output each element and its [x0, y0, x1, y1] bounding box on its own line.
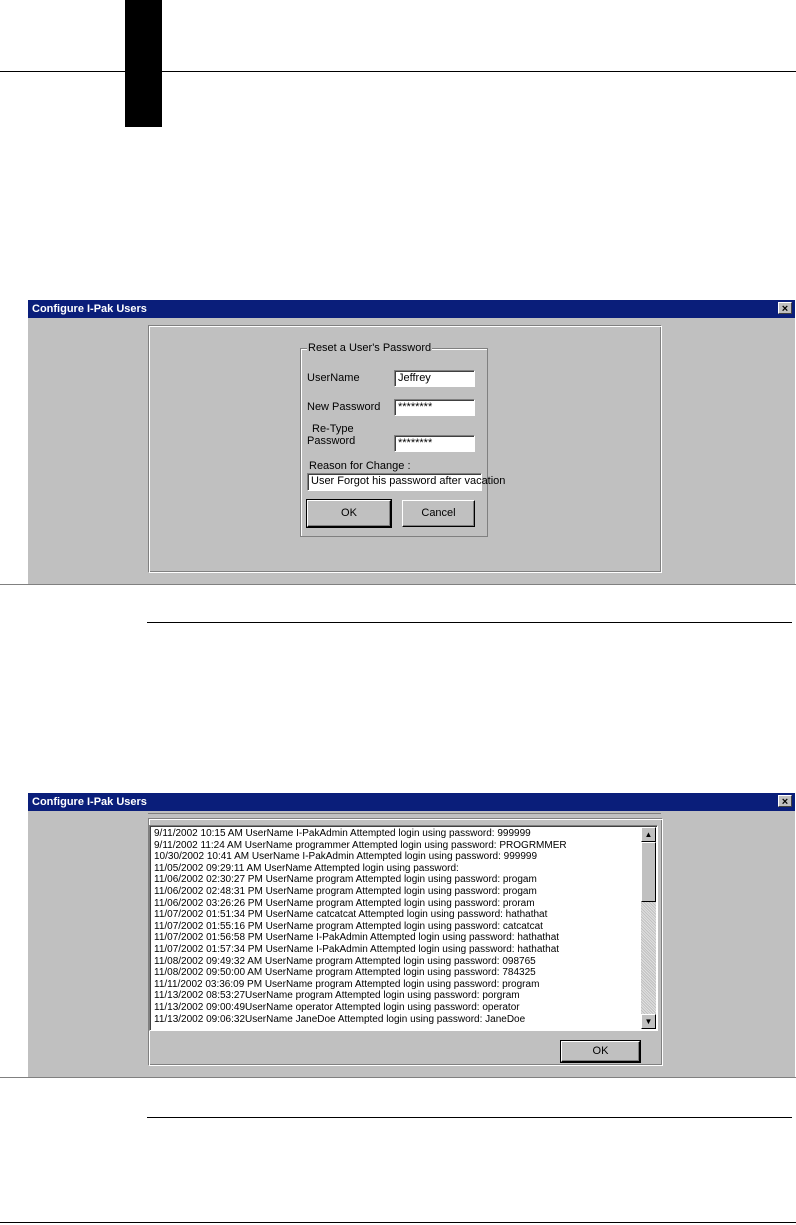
- ok-button[interactable]: OK: [307, 500, 391, 527]
- log-line: 11/05/2002 09:29:11 AM UserName Attempted login using password:: [154, 862, 459, 874]
- scroll-thumb[interactable]: [641, 842, 656, 902]
- dialog-titlebar: [28, 300, 795, 318]
- username-field[interactable]: Jeffrey: [394, 370, 475, 387]
- log-lines: [154, 828, 639, 1025]
- ok-button[interactable]: OK: [561, 1041, 640, 1062]
- separator-rule: [147, 622, 792, 623]
- footer-rule: [0, 1222, 796, 1223]
- dialog-title: Configure I-Pak Users: [32, 796, 147, 808]
- log-line: 11/07/2002 01:55:16 PM UserName program Attempted login using password: catcatcat: [154, 920, 543, 932]
- dialog-bottom-edge: [0, 1077, 796, 1078]
- log-line: 11/13/2002 09:00:49UserName operator Attempted login using password: operator: [154, 1001, 520, 1013]
- scroll-up-button[interactable]: ▲: [641, 827, 656, 842]
- reason-label: Reason for Change :: [309, 460, 411, 472]
- close-button[interactable]: ×: [778, 795, 792, 807]
- reason-field[interactable]: User Forgot his password after vacation: [307, 473, 482, 491]
- log-line: 11/06/2002 02:48:31 PM UserName program Attempted login using password: progam: [154, 885, 537, 897]
- reset-password-dialog: [28, 300, 795, 584]
- log-line: 11/13/2002 09:06:32UserName JaneDoe Attempted login using password: JaneDoe: [154, 1013, 526, 1025]
- content-panel: [148, 325, 662, 573]
- log-line: 11/08/2002 09:50:00 AM UserName program Attempted login using password: 784325: [154, 967, 536, 979]
- log-line: 11/07/2002 01:56:58 PM UserName I-PakAdmin Attempted login using password: hathathat: [154, 932, 560, 944]
- log-line: 9/11/2002 11:24 AM UserName programmer Attempted login using password: PROGRMMER: [154, 839, 567, 851]
- retype-label-line1: Re-Type: [312, 423, 354, 435]
- dialog-title: Configure I-Pak Users: [32, 303, 147, 315]
- log-line: 10/30/2002 10:41 AM UserName I-PakAdmin Attempted login using password: 999999: [154, 851, 538, 863]
- login-log-list[interactable]: [149, 825, 658, 1031]
- log-line: 11/06/2002 02:30:27 PM UserName program Attempted login using password: progam: [154, 874, 537, 886]
- username-label: UserName: [307, 372, 360, 384]
- new-password-field[interactable]: ********: [394, 399, 475, 416]
- log-line: 11/13/2002 08:53:27UserName program Attempted login using password: porgram: [154, 990, 520, 1002]
- log-line: 11/08/2002 09:49:32 AM UserName program Attempted login using password: 098765: [154, 955, 536, 967]
- retype-password-field[interactable]: ********: [394, 435, 475, 452]
- cancel-button[interactable]: Cancel: [402, 500, 475, 527]
- dialog-bottom-edge: [0, 584, 796, 585]
- separator-rule: [147, 1117, 792, 1118]
- vertical-scrollbar[interactable]: [641, 827, 656, 1029]
- dialog-titlebar: [28, 793, 795, 811]
- group-title: Reset a User's Password: [308, 342, 432, 354]
- log-line: 11/07/2002 01:51:34 PM UserName catcatcat Attempted login using password: hathathat: [154, 909, 548, 921]
- log-line: 11/07/2002 01:57:34 PM UserName I-PakAdmin Attempted login using password: hathathat: [154, 943, 560, 955]
- reset-password-group: [300, 342, 506, 537]
- retype-label-line2: Password: [307, 435, 356, 447]
- chapter-tab-marker: [125, 0, 162, 127]
- scroll-down-button[interactable]: ▼: [641, 1014, 656, 1029]
- log-line: 11/06/2002 03:26:26 PM UserName program Attempted login using password: proram: [154, 897, 535, 909]
- log-line: 9/11/2002 10:15 AM UserName I-PakAdmin Attempted login using password: 999999: [154, 828, 531, 839]
- close-button[interactable]: ×: [778, 302, 792, 314]
- new-password-label: New Password: [307, 401, 381, 413]
- header-rule: [0, 71, 796, 72]
- log-line: 11/11/2002 03:36:09 PM UserName program Attempted login using password: program: [154, 978, 540, 990]
- login-log-dialog: [28, 793, 795, 1077]
- content-panel: [148, 818, 663, 1066]
- top-etch-line: [148, 813, 661, 814]
